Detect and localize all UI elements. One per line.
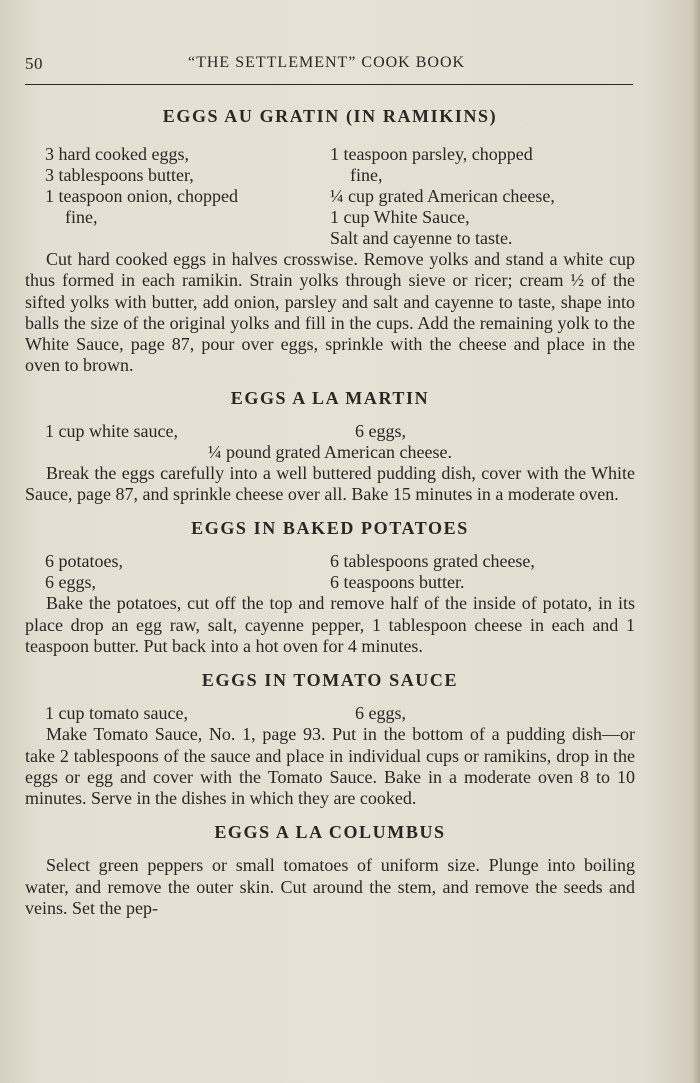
recipe-directions: Bake the potatoes, cut off the top and remove half of the inside of potato, in its place drop an egg raw, salt, cayenne pepper, 1 tablespoon cheese in each and 1 teaspoon butter. Put back into a hot oven for 4 minutes. [25,593,635,656]
ingredient: 6 eggs, [355,703,406,724]
recipe-directions: Select green peppers or small tomatoes of uniform size. Plunge into boiling water, and remove the outer skin. Cut around the stem, and remove the seeds and veins. Set the pep- [25,855,635,919]
ingredient: 6 potatoes, [45,551,123,572]
page-header [25,54,633,78]
ingredient: 3 tablespoons butter, [45,165,194,185]
ingredients-center [25,442,635,463]
ingredient: 1 cup white sauce, [45,420,178,441]
ingredient-list [25,551,635,593]
recipe-directions: Make Tomato Sauce, No. 1, page 93. Put in the bottom of a pudding dish—or take 2 tablespoons of the sauce and place in individual cups or ramikins, drop in the eggs or egg and cover with the Tomato Sauce. Bake in a moderate oven 8 to 10 minutes. Serve in the dishes in which they are cooked. [25,724,635,809]
ingredient: ¼ pound grated American cheese. [208,441,452,462]
ingredients-right [355,421,406,442]
recipe-title: EGGS A LA MARTIN [230,387,430,408]
recipe-directions: Break the eggs carefully into a well buttered pudding dish, cover with the White Sauce, page 87, and sprinkle cheese over all. Bake 15 minutes in a moderate oven. [25,462,635,505]
recipe-title: EGGS AU GRATIN (IN RAMIKINS) [162,106,498,126]
ingredient: 6 eggs, [355,420,406,441]
ingredient: 6 eggs, [45,572,96,593]
ingredient: 6 tablespoons grated cheese, [330,551,535,572]
ingredient-list [25,421,635,463]
ingredient: 1 teaspoon parsley, chopped [330,144,533,164]
page-edge-shadow [692,0,700,1083]
ingredients-left [45,551,123,593]
ingredients-left [45,421,178,442]
recipe-title: EGGS IN TOMATO SAUCE [201,670,459,691]
running-title: “THE SETTLEMENT” COOK BOOK [188,54,466,71]
recipe-title: EGGS IN BAKED POTATOES [191,518,469,539]
ingredient: Salt and cayenne to taste. [330,228,513,248]
page-number: 50 [25,54,43,73]
ingredient-list [25,703,635,724]
recipe-title: EGGS A LA COLUMBUS [214,822,446,843]
ingredient: 1 cup White Sauce, [330,207,470,227]
ingredient: fine, [350,165,383,185]
ingredient: 1 teaspoon onion, chopped [45,186,238,206]
ingredient: 3 hard cooked eggs, [45,144,189,164]
ingredients-right [330,144,555,249]
ingredient: ¼ cup grated American cheese, [330,186,555,206]
ingredient-list [25,144,635,249]
recipe-directions: Cut hard cooked eggs in halves crosswise. Remove yolks and stand a white cup thus formed in each ramikin. Strain yolks through sieve or ricer; cream ½ of the sifted yolks with butter, add onion, parsley and salt and cayenne to taste, shape into balls the size of the original yolks and fill in the cups. Add the remaining yolk to the White Sauce, page 87, pour over eggs, sprinkle with the cheese and place in the oven to brown. [25,249,635,376]
ingredients-right [355,703,406,724]
ingredient: fine, [65,207,98,227]
header-rule [25,84,633,85]
ingredients-left [45,703,188,724]
page-content [25,103,635,919]
ingredients-left [45,144,238,228]
ingredient: 6 teaspoons butter. [330,572,465,593]
ingredients-right [330,551,535,593]
ingredient: 1 cup tomato sauce, [45,703,188,724]
